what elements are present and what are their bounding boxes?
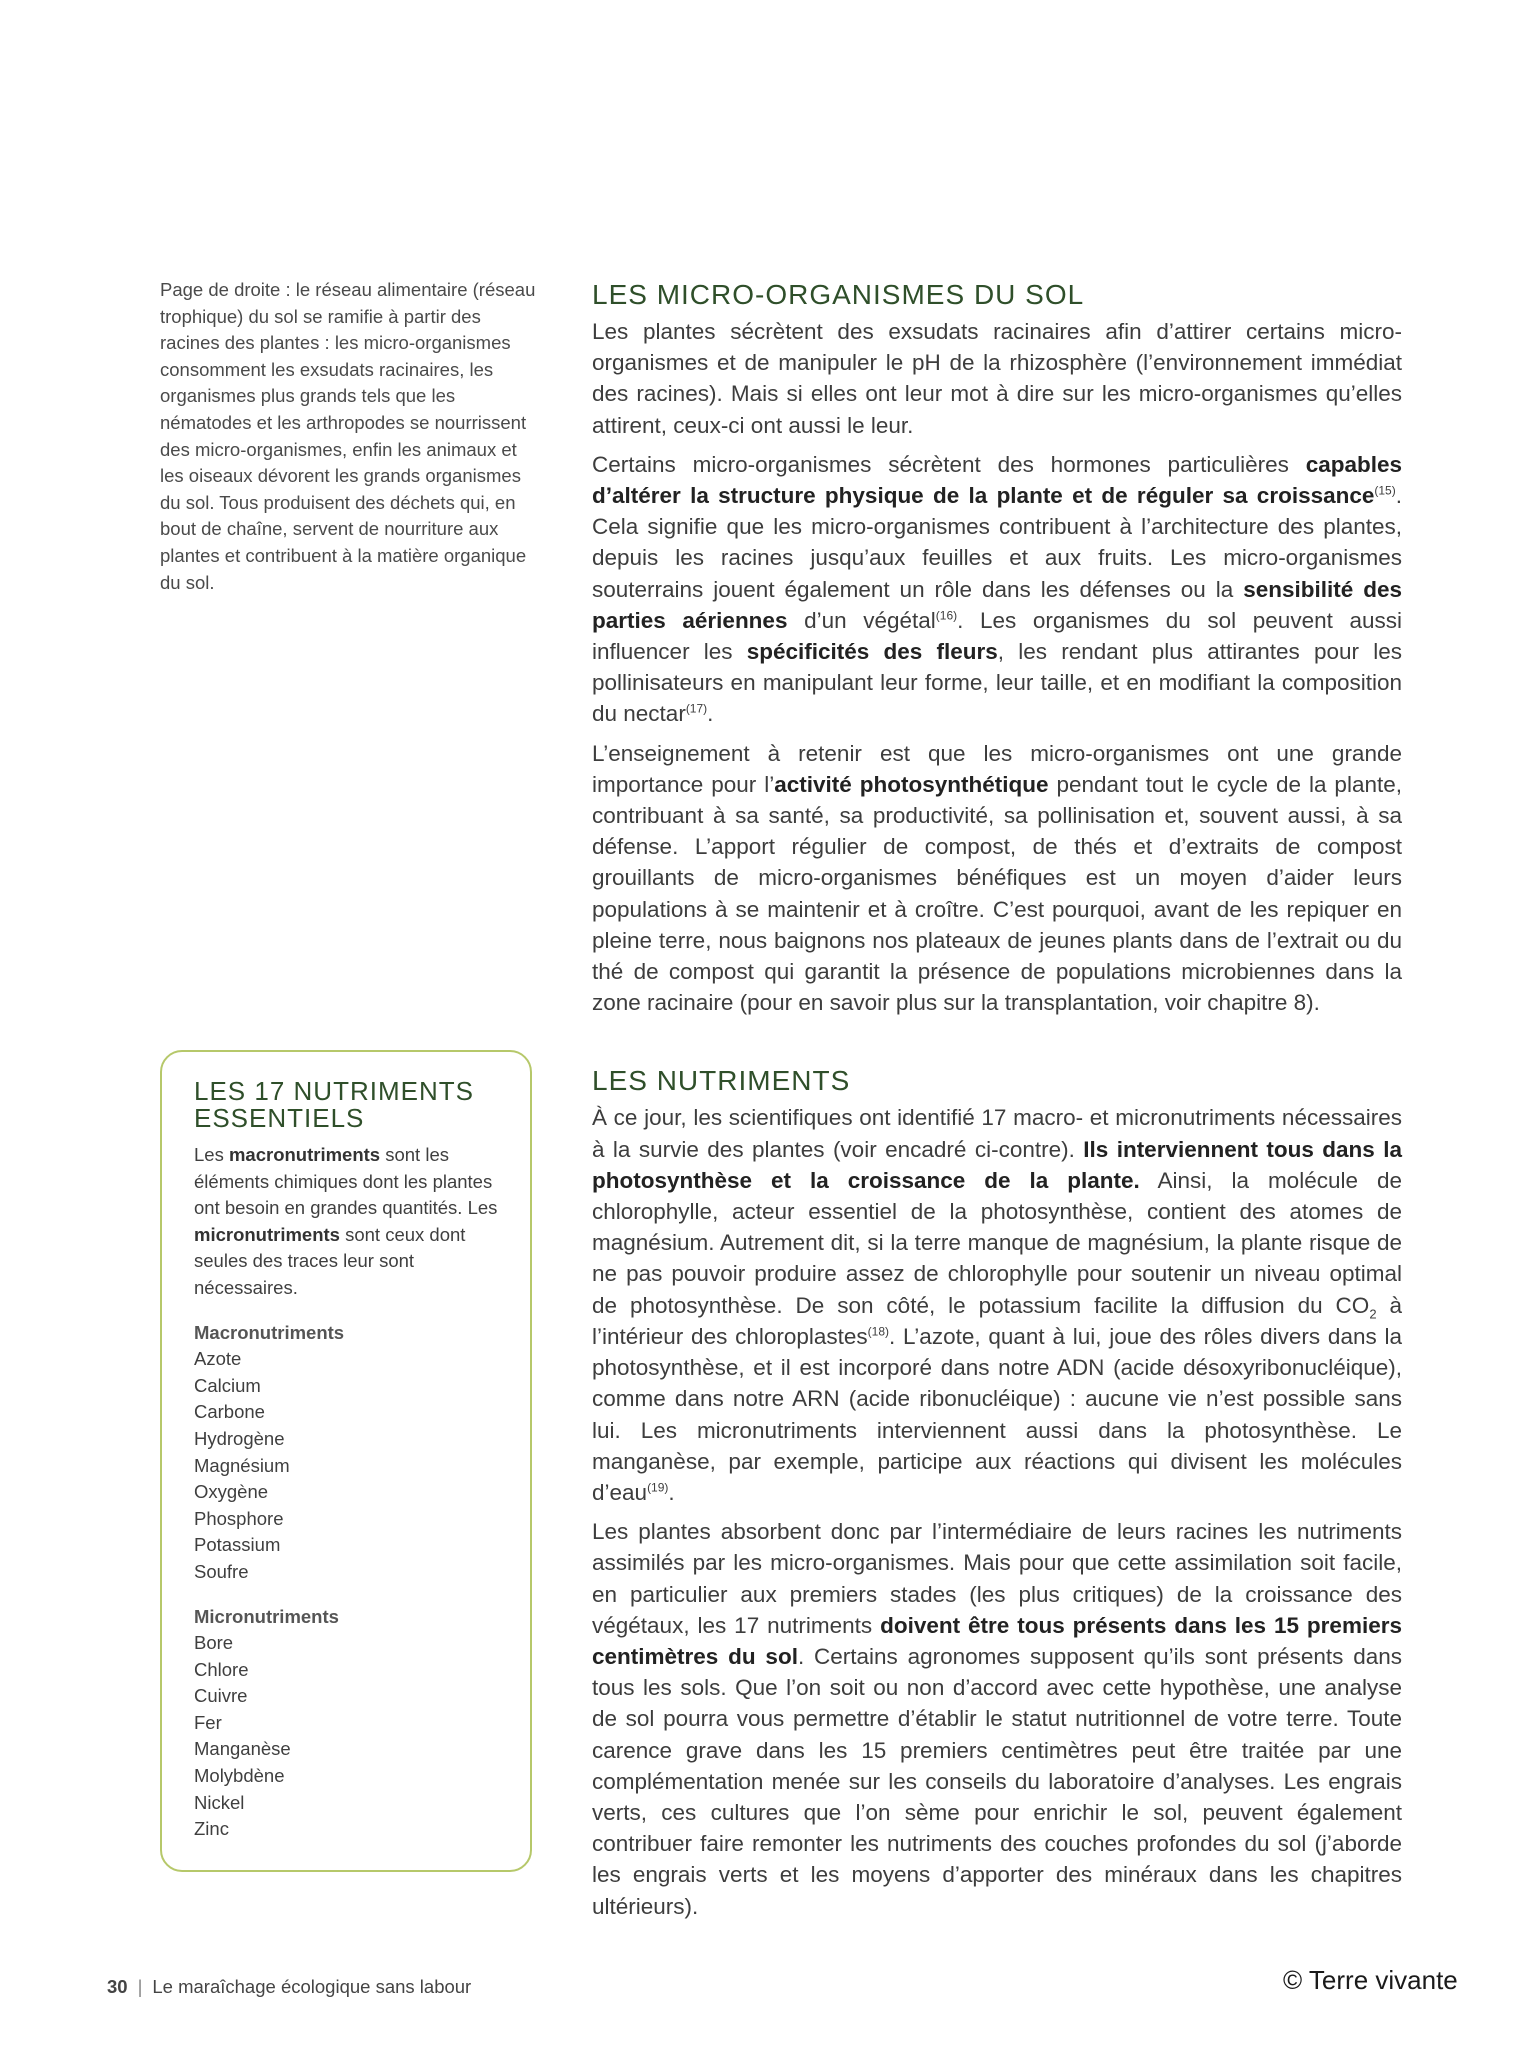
list-item: Magnésium xyxy=(194,1454,290,1476)
page-footer xyxy=(107,1976,471,1998)
list-item: Chlore xyxy=(194,1658,249,1680)
list-item: Calcium xyxy=(194,1374,261,1396)
list-item: Zinc xyxy=(194,1818,229,1840)
nutrients-sidebar-box xyxy=(160,1050,532,1872)
list-item: Azote xyxy=(194,1348,242,1370)
macronutrients-list xyxy=(194,1346,500,1585)
list-item: Bore xyxy=(194,1632,234,1654)
list-item: Potassium xyxy=(194,1534,281,1556)
list-item: Manganèse xyxy=(194,1738,291,1760)
list-item: Fer xyxy=(194,1711,222,1733)
book-title: Le maraîchage écologique sans labour xyxy=(152,1976,472,1997)
list-item: Soufre xyxy=(194,1560,249,1582)
section-heading-micro-organismes: LES MICRO-ORGANISMES DU SOL xyxy=(592,279,1085,310)
list-item: Molybdène xyxy=(194,1765,285,1787)
list-item: Nickel xyxy=(194,1791,245,1813)
list-item: Oxygène xyxy=(194,1481,269,1503)
paragraph: Les plantes absorbent donc par l’intermédiaire de leurs racines les nutriments assimilés par les micro-organismes. Mais pour que cette assimilation soit facile, en particulier aux premiers stades (les plus critiques) de la croissance des végétaux, les 17 nutriments doivent être tous présents dans les 15 premiers centimètres du sol. Certains agronomes supposent qu’ils sont présents dans tous les sols. Que l’on soit ou non d’accord avec cette hypothèse, une analyse de sol pourra vous permettre d’établir le statut nutritionnel de votre terre. Toute carence grave dans les 15 premiers centimètres peut être traitée par une complémentation menée sur les conseils du laboratoire d’analyses. Les engrais verts, ces cultures que l’on sème pour enrichir le sol, peuvent également contribuer faire remonter les nutriments des couches profondes du sol (j’aborde les engrais verts et les moyens d’apporter des minéraux dans les chapitres ultérieurs). xyxy=(592,1519,1402,1919)
paragraph: Les plantes sécrètent des exsudats racinaires afin d’attirer certains micro-organismes et de manipuler le pH de la rhizosphère (l’environnement immédiat des racines). Mais si elles ont leur mot à dire sur les micro-organismes qu’elles attirent, ceux-ci ont aussi le leur. xyxy=(592,319,1402,438)
main-column xyxy=(592,278,1402,1930)
paragraph: Certains micro-organismes sécrètent des hormones particulières capables d’altérer la structure physique de la plante et de réguler sa croissance$^{(15)}$. Cela signifie que les micro-organismes contribuent à l’architecture des plantes, depuis les racines jusqu’aux feuilles et aux fruits. Les micro-organismes souterrains jouent également un rôle dans les défenses ou la sensibilité des parties aériennes d’un végétal$^{(16)}$. Les organismes du sol peuvent aussi influencer les spécificités des fleurs, les rendant plus attirantes pour les pollinisateurs en manipulant leur forme, leur taille, et en modifiant la composition du nectar$^{(17)}$. xyxy=(592,451,1403,727)
list-item: Hydrogène xyxy=(194,1427,285,1449)
footnote-ref: (17) xyxy=(685,701,708,716)
list-item: Cuivre xyxy=(194,1685,248,1707)
box-intro: Les macronutriments sont les éléments chimiques dont les plantes ont besoin en grandes quantités. Les micronutriments sont ceux dont seules des traces leur sont nécessaires. xyxy=(194,1144,498,1298)
section-heading-nutriments: LES NUTRIMENTS xyxy=(592,1065,851,1097)
footnote-ref: (15) xyxy=(1374,483,1396,498)
paragraph: À ce jour, les scientifiques ont identifié 17 macro- et micronutriments nécessaires à la survie des plantes (voir encadré ci-contre). Ils interviennent tous dans la photosynthèse et la croissance de la plante. Ainsi, la molécule de chlorophylle, acteur essentiel de la photosynthèse, contient des atomes de magnésium. Autrement dit, si la terre manque de magnésium, la plante risque de ne pas pouvoir produire assez de chlorophylle pour soutenir un niveau optimal de photosynthèse. De son côté, le potassium facilite la diffusion du $CO_2$ à l’intérieur des chloroplastes$^{(18)}$. L’azote, quant à lui, joue des rôles divers dans la photosynthèse, et il est incorporé dans notre ADN (acide désoxyribonucléique), comme dans notre ARN (acide ribonucléique) : aucune vie n’est possible sans lui. Les micronutriments interviennent aussi dans la photosynthèse. Le manganèse, par exemple, participe aux réactions qui divisent les molécules d’eau$^{(19)}$. xyxy=(592,1105,1402,1505)
footer-separator: | xyxy=(137,1976,143,1997)
paragraph: L’enseignement à retenir est que les micro-organismes ont une grande importance pour l’activité photosynthétique pendant tout le cycle de la plante, contribuant à sa santé, sa productivité, sa pollinisation et, souvent aussi, à sa défense. L’apport régulier de compost, de thés et d’extraits de compost grouillants de micro-organismes bénéfiques est un moyen d’aider leurs populations à se maintenir et à croître. C’est pourquoi, avant de les repiquer en pleine terre, nous baignons nos plateaux de jeunes plants dans de l’extrait ou du thé de compost qui garantit la présence de populations microbiennes dans la zone racinaire (pour en savoir plus sur la transplantation, voir chapitre 8). xyxy=(592,740,1402,1016)
macronutrients-title: Macronutriments xyxy=(194,1321,345,1343)
box-title: LES 17 NUTRIMENTS ESSENTIELS xyxy=(194,1076,474,1133)
list-item: Carbone xyxy=(194,1401,265,1423)
copyright-notice: © Terre vivante xyxy=(1283,1965,1458,1995)
micronutrients-title: Micronutriments xyxy=(194,1605,339,1627)
page-number: 30 xyxy=(107,1976,128,1997)
list-item: Phosphore xyxy=(194,1507,284,1529)
footnote-ref: (19) xyxy=(647,1480,669,1495)
footnote-ref: (16) xyxy=(935,608,958,623)
footnote-ref: (18) xyxy=(867,1324,890,1339)
figure-caption: Page de droite : le réseau alimentaire (réseau trophique) du sol se ramifie à partir des racines des plantes : les micro-organismes consomment les exsudats racinaires, les organismes plus grands tels que les nématodes et les arthropodes se nourrissent des micro-organismes, enfin les animaux et les oiseaux dévorent les grands organismes du sol. Tous produisent des déchets qui, en bout de chaîne, servent de nourriture aux plantes et contribuent à la matière organique du sol. xyxy=(160,279,536,593)
micronutrients-list xyxy=(194,1630,500,1843)
